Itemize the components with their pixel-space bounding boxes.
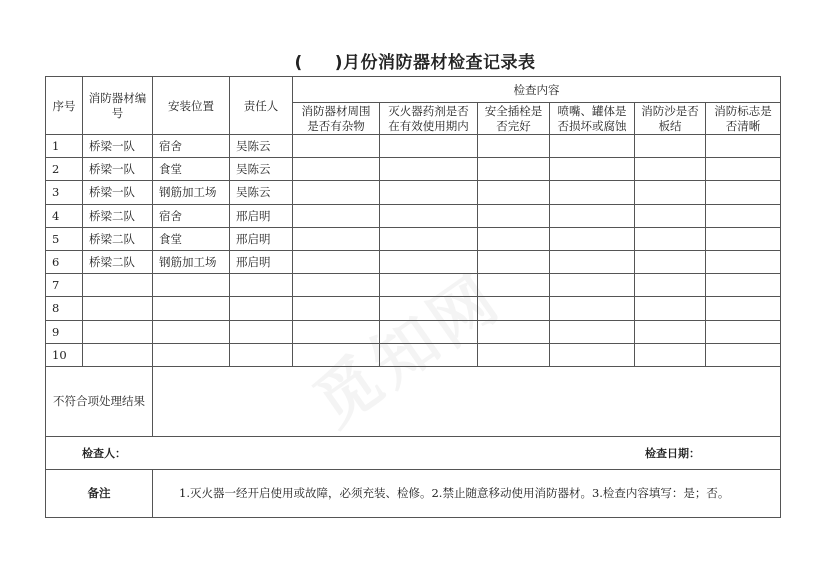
row-person[interactable]: 吴陈云: [230, 135, 293, 158]
row-check-6[interactable]: [706, 274, 781, 297]
row-location[interactable]: 钢筋加工场: [153, 181, 230, 204]
row-seq: 1: [46, 135, 83, 158]
remark-label: 备注: [46, 469, 153, 517]
row-check-4[interactable]: [550, 320, 635, 343]
row-check-1[interactable]: [293, 135, 380, 158]
row-check-5[interactable]: [635, 158, 706, 181]
sign-row: [46, 436, 781, 469]
title-open: (: [294, 53, 303, 73]
row-person[interactable]: [230, 320, 293, 343]
row-check-2[interactable]: [380, 274, 478, 297]
row-location[interactable]: [153, 343, 230, 366]
row-check-3[interactable]: [478, 343, 550, 366]
row-check-5[interactable]: [635, 135, 706, 158]
row-check-1[interactable]: [293, 274, 380, 297]
row-check-2[interactable]: [380, 158, 478, 181]
row-check-5[interactable]: [635, 274, 706, 297]
row-person[interactable]: [230, 343, 293, 366]
header-check-5: 消防沙是否板结: [635, 103, 706, 135]
table-row: [46, 158, 781, 181]
table-row: [46, 320, 781, 343]
row-check-5[interactable]: [635, 320, 706, 343]
row-seq: 10: [46, 343, 83, 366]
row-equip-no[interactable]: [83, 297, 153, 320]
remark-text: 1.灭火器一经开启使用或故障，必须充装、检修。2.禁止随意移动使用消防器材。3.检查内容填写：是；否。: [153, 469, 781, 517]
header-seq: 序号: [46, 77, 83, 135]
row-location[interactable]: [153, 297, 230, 320]
row-check-6[interactable]: [706, 135, 781, 158]
row-check-5[interactable]: [635, 181, 706, 204]
row-check-3[interactable]: [478, 204, 550, 227]
row-check-4[interactable]: [550, 297, 635, 320]
row-check-5[interactable]: [635, 204, 706, 227]
row-check-2[interactable]: [380, 204, 478, 227]
row-seq: 2: [46, 158, 83, 181]
header-check-6: 消防标志是否清晰: [706, 103, 781, 135]
row-check-1[interactable]: [293, 227, 380, 250]
row-check-2[interactable]: [380, 227, 478, 250]
row-check-6[interactable]: [706, 320, 781, 343]
row-check-6[interactable]: [706, 227, 781, 250]
row-check-3[interactable]: [478, 320, 550, 343]
header-check-content: 检查内容: [293, 77, 781, 103]
inspector-field[interactable]: [126, 445, 645, 461]
table-row: [46, 274, 781, 297]
row-check-2[interactable]: [380, 250, 478, 273]
row-equip-no[interactable]: 桥梁二队: [83, 204, 153, 227]
title-text: )月份消防器材检查记录表: [334, 53, 536, 73]
row-check-3[interactable]: [478, 181, 550, 204]
row-check-2[interactable]: [380, 181, 478, 204]
nonconform-cell[interactable]: [153, 366, 781, 436]
row-equip-no[interactable]: 桥梁二队: [83, 227, 153, 250]
table-row: [46, 181, 781, 204]
row-check-4[interactable]: [550, 274, 635, 297]
row-location[interactable]: 食堂: [153, 227, 230, 250]
row-equip-no[interactable]: [83, 343, 153, 366]
row-check-2[interactable]: [380, 320, 478, 343]
row-seq: 6: [46, 250, 83, 273]
row-check-6[interactable]: [706, 250, 781, 273]
row-check-1[interactable]: [293, 343, 380, 366]
date-label: 检查日期：: [645, 446, 701, 460]
row-check-5[interactable]: [635, 343, 706, 366]
row-person[interactable]: 邢启明: [230, 204, 293, 227]
table-row: [46, 227, 781, 250]
row-person[interactable]: 吴陈云: [230, 158, 293, 181]
header-check-4: 喷嘴、罐体是否损坏或腐蚀: [550, 103, 635, 135]
row-seq: 4: [46, 204, 83, 227]
row-check-1[interactable]: [293, 297, 380, 320]
row-check-6[interactable]: [706, 297, 781, 320]
row-seq: 8: [46, 297, 83, 320]
row-person[interactable]: [230, 274, 293, 297]
row-seq: 5: [46, 227, 83, 250]
table-row: [46, 135, 781, 158]
row-check-1[interactable]: [293, 320, 380, 343]
header-person: 责任人: [230, 77, 293, 135]
row-equip-no[interactable]: [83, 274, 153, 297]
row-location[interactable]: [153, 320, 230, 343]
table-row: [46, 343, 781, 366]
row-check-1[interactable]: [293, 158, 380, 181]
row-check-4[interactable]: [550, 135, 635, 158]
row-check-4[interactable]: [550, 250, 635, 273]
row-location[interactable]: 宿舍: [153, 204, 230, 227]
row-check-5[interactable]: [635, 227, 706, 250]
row-check-3[interactable]: [478, 274, 550, 297]
row-check-4[interactable]: [550, 227, 635, 250]
row-check-5[interactable]: [635, 297, 706, 320]
row-check-3[interactable]: [478, 135, 550, 158]
row-equip-no[interactable]: 桥梁二队: [83, 250, 153, 273]
inspector-label: 检查人：: [82, 446, 126, 460]
row-equip-no[interactable]: 桥梁一队: [83, 135, 153, 158]
row-check-1[interactable]: [293, 204, 380, 227]
row-person[interactable]: 吴陈云: [230, 181, 293, 204]
row-check-4[interactable]: [550, 181, 635, 204]
row-check-6[interactable]: [706, 158, 781, 181]
page-title: [0, 48, 830, 73]
table-row: [46, 250, 781, 273]
row-check-2[interactable]: [380, 343, 478, 366]
row-check-1[interactable]: [293, 181, 380, 204]
row-check-3[interactable]: [478, 158, 550, 181]
row-equip-no[interactable]: 桥梁一队: [83, 158, 153, 181]
row-check-3[interactable]: [478, 250, 550, 273]
row-check-4[interactable]: [550, 343, 635, 366]
row-person[interactable]: 邢启明: [230, 227, 293, 250]
inspection-table: [45, 76, 781, 518]
row-check-6[interactable]: [706, 204, 781, 227]
row-equip-no[interactable]: 桥梁一队: [83, 181, 153, 204]
header-location: 安装位置: [153, 77, 230, 135]
row-check-2[interactable]: [380, 297, 478, 320]
nonconform-label: 不符合项处理结果: [46, 366, 153, 436]
table-row: [46, 297, 781, 320]
row-check-6[interactable]: [706, 181, 781, 204]
row-check-4[interactable]: [550, 158, 635, 181]
row-seq: 9: [46, 320, 83, 343]
header-check-1: 消防器材周围是否有杂物: [293, 103, 380, 135]
row-check-3[interactable]: [478, 227, 550, 250]
row-person[interactable]: 邢启明: [230, 250, 293, 273]
row-check-1[interactable]: [293, 250, 380, 273]
row-check-2[interactable]: [380, 135, 478, 158]
row-equip-no[interactable]: [83, 320, 153, 343]
table-row: [46, 204, 781, 227]
row-check-4[interactable]: [550, 204, 635, 227]
row-person[interactable]: [230, 297, 293, 320]
row-check-6[interactable]: [706, 343, 781, 366]
row-seq: 3: [46, 181, 83, 204]
row-check-3[interactable]: [478, 297, 550, 320]
row-location[interactable]: 食堂: [153, 158, 230, 181]
header-check-2: 灭火器药剂是否在有效使用期内: [380, 103, 478, 135]
row-seq: 7: [46, 274, 83, 297]
row-check-5[interactable]: [635, 250, 706, 273]
row-location[interactable]: 宿舍: [153, 135, 230, 158]
row-location[interactable]: [153, 274, 230, 297]
header-check-3: 安全插栓是否完好: [478, 103, 550, 135]
row-location[interactable]: 钢筋加工场: [153, 250, 230, 273]
header-equip-no: 消防器材编号: [83, 77, 153, 135]
